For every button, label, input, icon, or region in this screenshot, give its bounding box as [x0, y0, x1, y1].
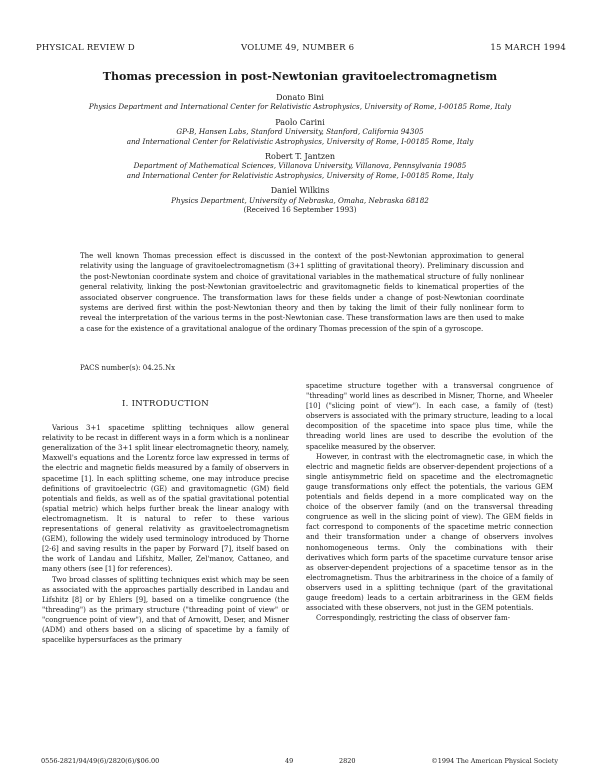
author-name: Daniel Wilkins: [270, 186, 330, 196]
author-affiliation: and International Center for Relativistic Astrophysics, University of Rome, I-00185 Rome, Italy: [126, 136, 474, 146]
author-affiliation: and International Center for Relativistic Astrophysics, University of Rome, I-00185 Rome, Italy: [126, 170, 474, 180]
author-affiliation: Physics Department, University of Nebraska, Omaha, Nebraska 68182: [171, 195, 429, 205]
running-header: [36, 43, 566, 55]
issue-date: 15 MARCH 1994: [490, 43, 566, 53]
journal-name: PHYSICAL REVIEW D: [36, 43, 135, 53]
body-paragraph: spacetime structure together with a transversal congruence of "threading" world lines as described in Misner, Thorne, and Wheeler [10] ("slicing point of view"). In each case, a family of (test) observers is associated with the primary structure, leading to a local decomposition of the spacetime into space plus time, while the threading world lines are used to describe the evolution of the spacelike measured by the observer.: [306, 382, 553, 451]
author-name: Paolo Carini: [275, 117, 325, 127]
paper-title: Thomas precession in post-Newtonian gravitoelectromagnetism: [102, 70, 498, 83]
author-name: Donato Bini: [276, 93, 324, 102]
author-name: Robert T. Jantzen: [265, 152, 335, 162]
page-number: 2820: [339, 757, 356, 765]
left-column: [42, 381, 289, 645]
received-date: (Received 16 September 1993): [243, 205, 357, 215]
author-affiliation: Physics Department and International Center for Relativistic Astrophysics, University of Rome, I-00185 Rome, Italy: [88, 102, 512, 112]
body-paragraph: However, in contrast with the electromagnetic case, in which the electric and magnetic fields are observer-dependent projections of a single antisymmetric field on spacetime and the electromagnetic gauge transformations only effect the potentials, the various GEM potentials and fields depend in a more complicated way on the choice of the observer family (and on the transversal threading congruence as well in the slicing point of view). The GEM fields in fact correspond to components of the spacetime metric connection and their transformation under a change of observers involves nonhomogeneous terms. Only the combinations with their derivatives which form parts of the spacetime curvature tensor arise as observer-dependent projections of a spacetime tensor as in the electromagnetism. Thus the arbitrariness in the choice of a family of observers used in a splitting technique (part of the gravitational gauge freedom) leads to a certain arbitrariness in the GEM fields associated with these observers, not just in the GEM potentials.: [306, 452, 553, 613]
page-footer: [36, 757, 566, 767]
copyright-notice: ©1994 The American Physical Society: [431, 757, 558, 765]
pacs-numbers: PACS number(s): 04.25.Nx: [80, 364, 176, 372]
author-affiliation: GP-B, Hansen Labs, Stanford University, Stanford, California 94305: [176, 127, 424, 137]
body-paragraph: Various 3+1 spacetime splitting techniques allow general relativity to be recast in different ways in a form which is a nonlinear generalization of the 3+1 split linear electromagnetic theory, namely, Maxwell's equations and the Lorentz force law expressed in terms of the electric and magnetic fields measured by a family of observers in spacetime [1]. In each splitting scheme, one may introduce precise definitions of gravitoelectric (GE) and gravitomagnetic (GM) field potentials and fields, as well as of the spatial gravitational potential (spatial metric) which helps further break the linear analogy with electromagnetism. It is natural to refer to these various representations of general relativity as gravitoelectromagnetism (GEM), following the widely used terminology introduced by Thorne [2-6] and saving results in the paper by Forward [7], itself based on the work of Landau and Lifshitz, Møller, Zel'manov, Cattaneo, and many others (see [1] for references).: [42, 424, 289, 574]
author-block: [0, 93, 600, 214]
author-affiliation: Department of Mathematical Sciences, Villanova University, Villanova, Pennsylvania 19085: [133, 161, 467, 171]
volume-number: VOLUME 49, NUMBER 6: [241, 43, 355, 53]
issn-code: 0556-2821/94/49(6)/2820(6)/$06.00: [41, 757, 160, 765]
abstract: The well known Thomas precession effect is discussed in the context of the post-Newtonian approximation to general relativity using the language of gravitoelectromagnetism (3+1 splitting of gravitational theory). Preliminary discussion and the post-Newtonian coordinate system and choice of gravitational variables in the mathematical structure of fully nonlinear general relativity, linking the post-Newtonian gravitoelectric and gravitomagnetic fields to kinematical properties of the associated observer congruence. The transformation laws for these fields under a change of post-Newtonian coordinate systems are derived first within the post-Newtonian theory and then by taking the limit of their fully nonlinear form to reveal the interpretation of the various terms in the post-Newtonian case. These transformation laws are then used to make a case for the existence of a gravitational analogue of the ordinary Thomas precession of the spin of a gyroscope.: [80, 252, 524, 333]
right-column: [306, 381, 553, 623]
section-heading: I. INTRODUCTION: [121, 399, 209, 409]
body-paragraph: Correspondingly, restricting the class of observer fam-: [316, 614, 510, 623]
volume-num: 49: [285, 757, 294, 765]
body-paragraph: Two broad classes of splitting techniques exist which may be seen as associated with the approaches partially described in Landau and Lifshitz [8] or by Ehlers [9], based on a timelike congruence (the "threading") as the primary structure ("threading point of view" or "congruence point of view"), and that of Arnowitt, Deser, and Misner (ADM) and others based on a slicing of spacetime by a family of spacelike hypersurfaces as the primary: [42, 575, 289, 645]
